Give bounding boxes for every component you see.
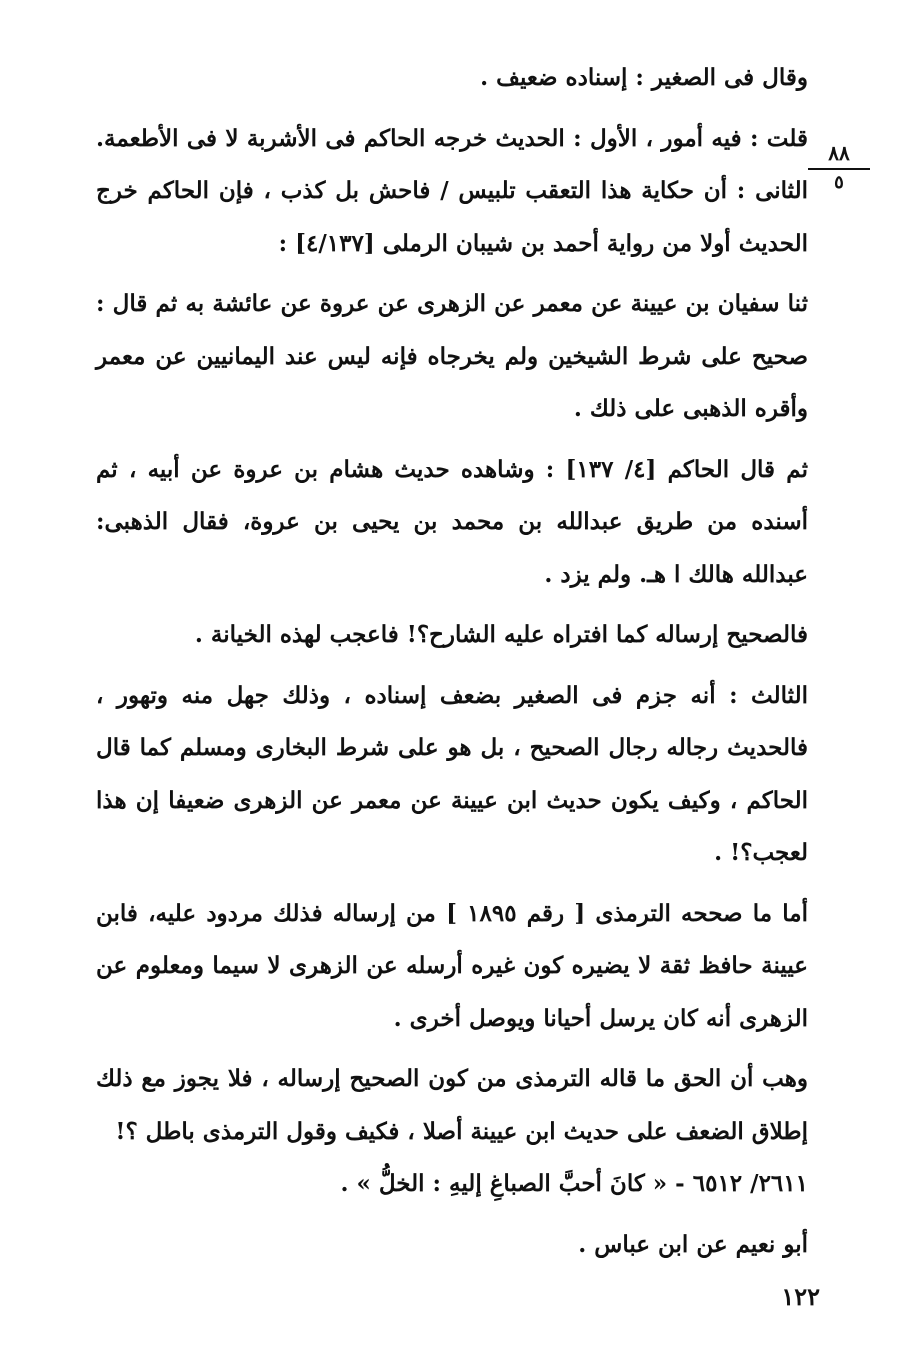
paragraph-isnad: ثنا سفيان بن عيينة عن معمر عن الزهرى عن عروة عن عائشة به ثم قال : صحيح على شرط الشيخين ولم يخرجاه فإنه ليس عند اليمانيين عن معمر وأقره الذهبى على ذلك . <box>96 290 808 422</box>
margin-reference-volume: ٨٨ <box>828 141 850 165</box>
paragraph-third-point: الثالث : أنه جزم فى الصغير بضعف إسناده ، وذلك جهل منه وتهور ، فالحديث رجاله رجال الصحيح ، بل هو على شرط البخارى ومسلم كما قال الحاكم ، وكيف يكون حديث ابن عيينة عن معمر عن الزهرى ضعيفا إن هذا لعجب؟! . <box>96 681 808 866</box>
margin-page-reference <box>808 140 870 194</box>
page-number: ١٢٢ <box>781 1282 820 1311</box>
paragraph-hakim-witness: ثم قال الحاكم [٤/ ١٣٧] : وشاهده حديث هشام بن عروة عن أبيه ، ثم أسنده من طريق عبدالله بن محمد بن يحيى بن عروة، فقال الذهبى: عبدالله هالك ا هـ. ولم يزد . <box>96 455 808 588</box>
paragraph-tirmidhi: أما ما صححه الترمذى [ رقم ١٨٩٥ ] من إرساله فذلك مردود عليه، فابن عيينة حافظ ثقة لا يضيره كون غيره أرسله عن الزهرى لا سيما ومعلوم عن الزهرى أنه كان يرسل أحيانا ويوصل أخرى . <box>96 899 808 1032</box>
margin-reference-page: ٥ <box>834 172 844 193</box>
paragraph-conclusion: وهب أن الحق ما قاله الترمذى من كون الصحيح إرساله ، فلا يجوز مع ذلك إطلاق الضعف على حديث ابن عيينة أصلا ، فكيف وقول الترمذى باطل ؟! <box>96 1065 808 1145</box>
margin-reference-rule <box>808 168 870 170</box>
paragraph-objections: قلت : فيه أمور ، الأول : الحديث خرجه الحاكم فى الأشربة لا فى الأطعمة. الثانى : أن حكاية هذا التعقب تلبيس / فاحش بل كذب ، فإن الحاكم خرج الحديث أولا من رواية أحمد بن شيبان الرملى [٤/١٣٧] : <box>96 124 808 257</box>
paragraph-intro: وقال فى الصغير : إسناده ضعيف . <box>480 64 808 91</box>
main-text <box>96 52 808 1271</box>
paragraph-exclamation: فالصحيح إرساله كما افتراه عليه الشارح؟! فاعجب لهذه الخيانة . <box>194 621 808 648</box>
hadith-source: أبو نعيم عن ابن عباس . <box>578 1230 808 1258</box>
hadith-entry: ٢٦١١/ ٦٥١٢ - « كانَ أحبَّ الصباغِ إليهِ : الخلُّ » . <box>340 1170 808 1197</box>
